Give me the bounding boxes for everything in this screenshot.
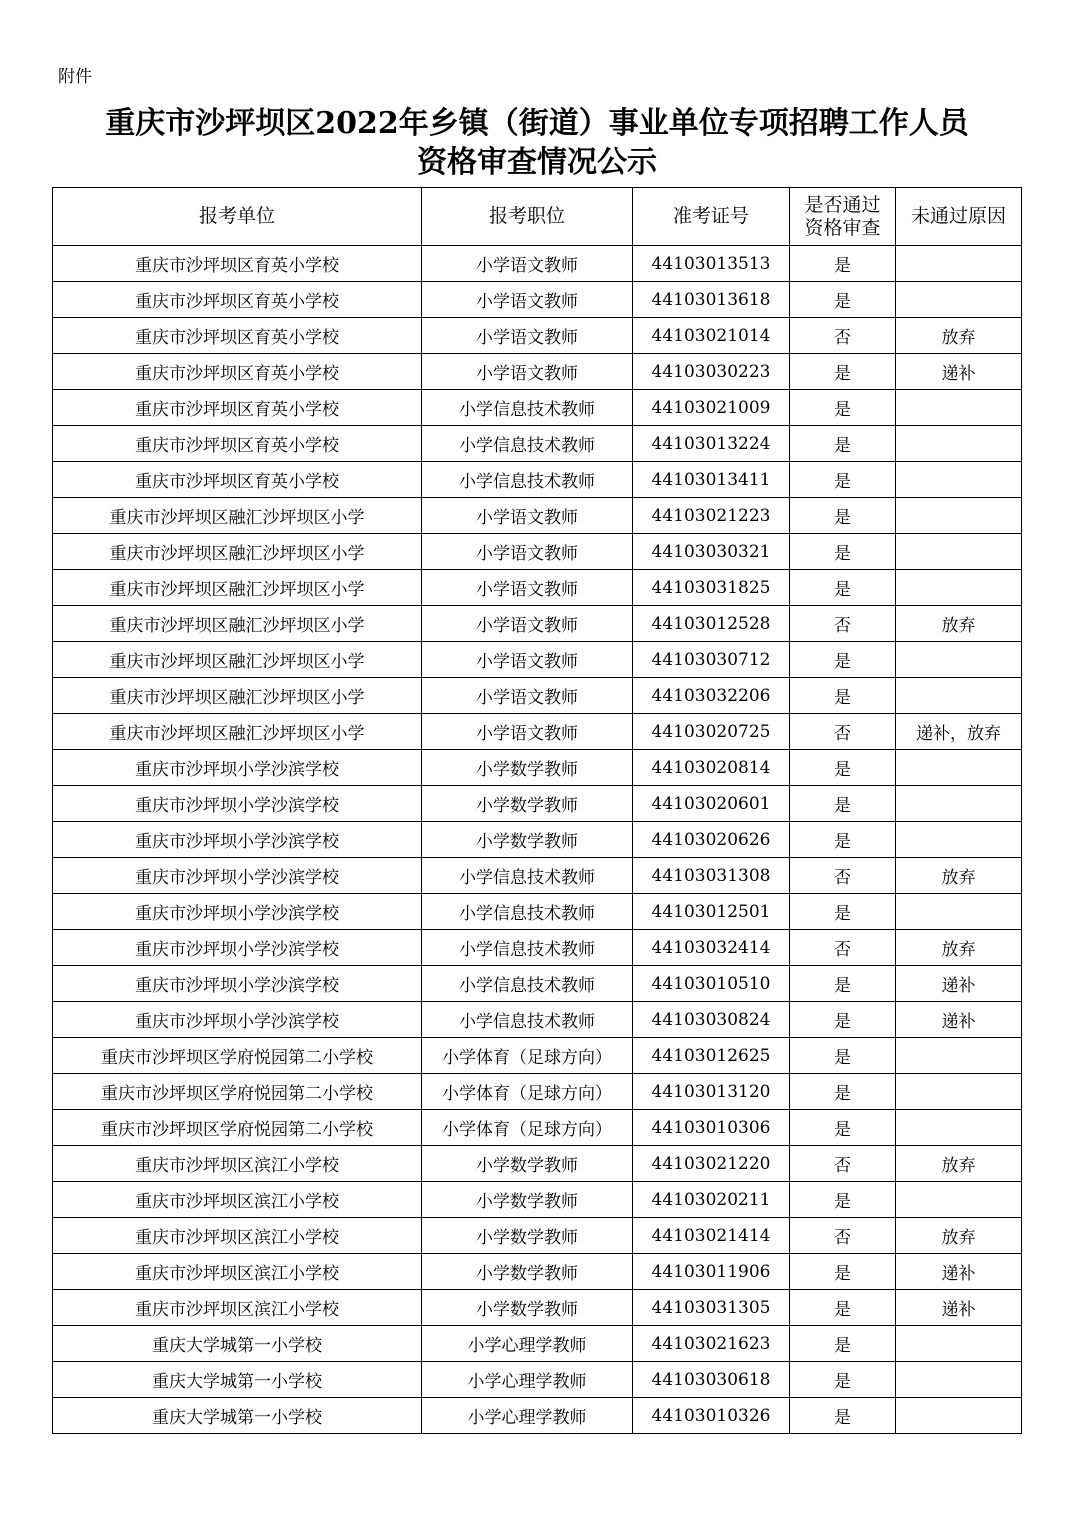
cell-position: 小学体育（足球方向） [422, 1038, 633, 1074]
cell-reason: 递补 [896, 1290, 1022, 1326]
attachment-label: 附件 [58, 67, 92, 87]
cell-position: 小学信息技术教师 [422, 894, 633, 930]
table-row [53, 462, 1022, 498]
cell-exam-number: 44103031305 [633, 1290, 790, 1326]
cell-unit: 重庆市沙坪坝区滨江小学校 [53, 1182, 422, 1218]
cell-exam-number: 44103021223 [633, 498, 790, 534]
table-row [53, 246, 1022, 282]
cell-passed: 是 [790, 1182, 896, 1218]
cell-reason [896, 1074, 1022, 1110]
title-line-1: 重庆市沙坪坝区2022年乡镇（街道）事业单位专项招聘工作人员 [105, 106, 969, 141]
cell-position: 小学数学教师 [422, 1146, 633, 1182]
table-row [53, 1326, 1022, 1362]
cell-unit: 重庆大学城第一小学校 [53, 1326, 422, 1362]
cell-passed: 是 [790, 1254, 896, 1290]
cell-position: 小学数学教师 [422, 1254, 633, 1290]
cell-position: 小学语文教师 [422, 246, 633, 282]
table-row [53, 1362, 1022, 1398]
cell-passed: 是 [790, 894, 896, 930]
cell-passed: 是 [790, 1002, 896, 1038]
cell-unit: 重庆市沙坪坝区滨江小学校 [53, 1218, 422, 1254]
cell-reason: 放弃 [896, 318, 1022, 354]
cell-reason [896, 1362, 1022, 1398]
cell-position: 小学信息技术教师 [422, 930, 633, 966]
cell-position: 小学信息技术教师 [422, 426, 633, 462]
table-row [53, 1074, 1022, 1110]
cell-exam-number: 44103013411 [633, 462, 790, 498]
cell-unit: 重庆市沙坪坝区育英小学校 [53, 390, 422, 426]
cell-unit: 重庆市沙坪坝区育英小学校 [53, 318, 422, 354]
cell-position: 小学数学教师 [422, 750, 633, 786]
cell-unit: 重庆市沙坪坝小学沙滨学校 [53, 786, 422, 822]
cell-passed: 是 [790, 966, 896, 1002]
cell-exam-number: 44103030712 [633, 642, 790, 678]
cell-unit: 重庆市沙坪坝区滨江小学校 [53, 1254, 422, 1290]
cell-exam-number: 44103021623 [633, 1326, 790, 1362]
cell-reason: 放弃 [896, 930, 1022, 966]
cell-position: 小学信息技术教师 [422, 390, 633, 426]
cell-reason [896, 786, 1022, 822]
cell-reason [896, 246, 1022, 282]
header-unit: 报考单位 [53, 188, 422, 246]
cell-position: 小学数学教师 [422, 1290, 633, 1326]
cell-exam-number: 44103010306 [633, 1110, 790, 1146]
cell-exam-number: 44103013513 [633, 246, 790, 282]
cell-exam-number: 44103012528 [633, 606, 790, 642]
cell-position: 小学信息技术教师 [422, 1002, 633, 1038]
cell-exam-number: 44103031825 [633, 570, 790, 606]
cell-reason: 递补 [896, 1002, 1022, 1038]
table-row [53, 1110, 1022, 1146]
cell-passed: 是 [790, 642, 896, 678]
cell-unit: 重庆市沙坪坝区融汇沙坪坝区小学 [53, 606, 422, 642]
table-row [53, 390, 1022, 426]
cell-reason [896, 534, 1022, 570]
cell-unit: 重庆市沙坪坝区融汇沙坪坝区小学 [53, 714, 422, 750]
cell-position: 小学数学教师 [422, 786, 633, 822]
document-title [0, 104, 1074, 182]
cell-exam-number: 44103021014 [633, 318, 790, 354]
cell-passed: 是 [790, 1110, 896, 1146]
table-row [53, 1146, 1022, 1182]
cell-exam-number: 44103020725 [633, 714, 790, 750]
cell-reason [896, 1398, 1022, 1434]
cell-position: 小学信息技术教师 [422, 966, 633, 1002]
cell-reason [896, 822, 1022, 858]
cell-exam-number: 44103010326 [633, 1398, 790, 1434]
table-row [53, 642, 1022, 678]
cell-reason [896, 678, 1022, 714]
cell-unit: 重庆市沙坪坝区融汇沙坪坝区小学 [53, 570, 422, 606]
cell-exam-number: 44103020601 [633, 786, 790, 822]
cell-passed: 是 [790, 426, 896, 462]
cell-unit: 重庆市沙坪坝区育英小学校 [53, 426, 422, 462]
cell-unit: 重庆市沙坪坝区育英小学校 [53, 282, 422, 318]
cell-exam-number: 44103021009 [633, 390, 790, 426]
cell-passed: 是 [790, 462, 896, 498]
table-row [53, 282, 1022, 318]
cell-exam-number: 44103012501 [633, 894, 790, 930]
table-row [53, 1218, 1022, 1254]
cell-passed: 否 [790, 1218, 896, 1254]
cell-exam-number: 44103020814 [633, 750, 790, 786]
cell-reason: 递补 [896, 1254, 1022, 1290]
cell-exam-number: 44103010510 [633, 966, 790, 1002]
cell-unit: 重庆市沙坪坝小学沙滨学校 [53, 750, 422, 786]
cell-position: 小学数学教师 [422, 1182, 633, 1218]
header-exam-number: 准考证号 [633, 188, 790, 246]
cell-passed: 是 [790, 822, 896, 858]
cell-position: 小学体育（足球方向） [422, 1074, 633, 1110]
cell-unit: 重庆大学城第一小学校 [53, 1362, 422, 1398]
cell-passed: 否 [790, 714, 896, 750]
cell-passed: 是 [790, 1362, 896, 1398]
cell-unit: 重庆市沙坪坝小学沙滨学校 [53, 858, 422, 894]
cell-position: 小学语文教师 [422, 318, 633, 354]
cell-reason: 递补 [896, 354, 1022, 390]
cell-reason: 放弃 [896, 858, 1022, 894]
table-row [53, 930, 1022, 966]
cell-passed: 是 [790, 390, 896, 426]
cell-reason: 放弃 [896, 606, 1022, 642]
cell-passed: 是 [790, 1398, 896, 1434]
cell-unit: 重庆市沙坪坝区滨江小学校 [53, 1146, 422, 1182]
cell-passed: 否 [790, 930, 896, 966]
cell-exam-number: 44103032414 [633, 930, 790, 966]
cell-exam-number: 44103013224 [633, 426, 790, 462]
cell-passed: 是 [790, 570, 896, 606]
cell-passed: 是 [790, 354, 896, 390]
cell-passed: 是 [790, 1326, 896, 1362]
table-row [53, 1254, 1022, 1290]
cell-exam-number: 44103030824 [633, 1002, 790, 1038]
cell-exam-number: 44103032206 [633, 678, 790, 714]
cell-reason [896, 750, 1022, 786]
cell-reason [896, 570, 1022, 606]
cell-passed: 是 [790, 534, 896, 570]
cell-unit: 重庆市沙坪坝区融汇沙坪坝区小学 [53, 642, 422, 678]
cell-position: 小学语文教师 [422, 498, 633, 534]
cell-reason [896, 894, 1022, 930]
cell-reason [896, 462, 1022, 498]
cell-unit: 重庆市沙坪坝区融汇沙坪坝区小学 [53, 678, 422, 714]
cell-passed: 否 [790, 606, 896, 642]
table-row [53, 1290, 1022, 1326]
header-position: 报考职位 [422, 188, 633, 246]
cell-exam-number: 44103021220 [633, 1146, 790, 1182]
cell-position: 小学心理学教师 [422, 1398, 633, 1434]
cell-exam-number: 44103011906 [633, 1254, 790, 1290]
table-row [53, 966, 1022, 1002]
cell-exam-number: 44103013618 [633, 282, 790, 318]
table-row [53, 822, 1022, 858]
cell-unit: 重庆市沙坪坝区学府悦园第二小学校 [53, 1110, 422, 1146]
cell-position: 小学语文教师 [422, 642, 633, 678]
cell-position: 小学语文教师 [422, 282, 633, 318]
cell-unit: 重庆大学城第一小学校 [53, 1398, 422, 1434]
cell-reason [896, 498, 1022, 534]
cell-reason [896, 1038, 1022, 1074]
table-row [53, 318, 1022, 354]
table-row [53, 714, 1022, 750]
cell-reason [896, 390, 1022, 426]
cell-unit: 重庆市沙坪坝小学沙滨学校 [53, 1002, 422, 1038]
cell-reason [896, 282, 1022, 318]
cell-position: 小学信息技术教师 [422, 462, 633, 498]
cell-position: 小学语文教师 [422, 354, 633, 390]
table-row [53, 678, 1022, 714]
cell-position: 小学语文教师 [422, 534, 633, 570]
cell-reason: 递补，放弃 [896, 714, 1022, 750]
cell-exam-number: 44103021414 [633, 1218, 790, 1254]
cell-position: 小学信息技术教师 [422, 858, 633, 894]
cell-passed: 是 [790, 498, 896, 534]
header-reason: 未通过原因 [896, 188, 1022, 246]
cell-position: 小学体育（足球方向） [422, 1110, 633, 1146]
cell-exam-number: 44103012625 [633, 1038, 790, 1074]
cell-unit: 重庆市沙坪坝区学府悦园第二小学校 [53, 1038, 422, 1074]
cell-unit: 重庆市沙坪坝小学沙滨学校 [53, 966, 422, 1002]
cell-passed: 是 [790, 1290, 896, 1326]
table-row [53, 1398, 1022, 1434]
cell-reason [896, 1326, 1022, 1362]
cell-passed: 否 [790, 1146, 896, 1182]
title-line-2: 资格审查情况公示 [417, 145, 657, 180]
cell-reason [896, 426, 1022, 462]
cell-exam-number: 44103013120 [633, 1074, 790, 1110]
qualification-review-table [52, 187, 1022, 1434]
cell-exam-number: 44103030223 [633, 354, 790, 390]
cell-passed: 否 [790, 318, 896, 354]
cell-position: 小学语文教师 [422, 606, 633, 642]
cell-reason: 递补 [896, 966, 1022, 1002]
cell-position: 小学语文教师 [422, 714, 633, 750]
table-row [53, 570, 1022, 606]
cell-reason: 放弃 [896, 1218, 1022, 1254]
cell-position: 小学语文教师 [422, 570, 633, 606]
cell-passed: 是 [790, 246, 896, 282]
cell-position: 小学语文教师 [422, 678, 633, 714]
cell-position: 小学数学教师 [422, 822, 633, 858]
cell-position: 小学心理学教师 [422, 1326, 633, 1362]
cell-passed: 是 [790, 678, 896, 714]
table-row [53, 1038, 1022, 1074]
cell-exam-number: 44103030618 [633, 1362, 790, 1398]
cell-passed: 是 [790, 1038, 896, 1074]
table-row [53, 606, 1022, 642]
cell-passed: 否 [790, 858, 896, 894]
cell-exam-number: 44103030321 [633, 534, 790, 570]
table-row [53, 894, 1022, 930]
table-row [53, 750, 1022, 786]
cell-unit: 重庆市沙坪坝区融汇沙坪坝区小学 [53, 498, 422, 534]
cell-reason [896, 1182, 1022, 1218]
cell-exam-number: 44103020626 [633, 822, 790, 858]
table-header-row [53, 188, 1022, 246]
table-row [53, 1002, 1022, 1038]
cell-unit: 重庆市沙坪坝小学沙滨学校 [53, 822, 422, 858]
table-row [53, 354, 1022, 390]
cell-reason [896, 642, 1022, 678]
cell-position: 小学心理学教师 [422, 1362, 633, 1398]
table-row [53, 858, 1022, 894]
cell-unit: 重庆市沙坪坝区滨江小学校 [53, 1290, 422, 1326]
header-passed: 是否通过资格审查 [790, 188, 896, 246]
cell-position: 小学数学教师 [422, 1218, 633, 1254]
cell-unit: 重庆市沙坪坝区学府悦园第二小学校 [53, 1074, 422, 1110]
table-row [53, 1182, 1022, 1218]
table-row [53, 498, 1022, 534]
cell-passed: 是 [790, 282, 896, 318]
table-row [53, 426, 1022, 462]
cell-unit: 重庆市沙坪坝区育英小学校 [53, 246, 422, 282]
cell-reason: 放弃 [896, 1146, 1022, 1182]
cell-reason [896, 1110, 1022, 1146]
cell-unit: 重庆市沙坪坝区融汇沙坪坝区小学 [53, 534, 422, 570]
cell-passed: 是 [790, 1074, 896, 1110]
cell-unit: 重庆市沙坪坝小学沙滨学校 [53, 894, 422, 930]
table-row [53, 786, 1022, 822]
table-row [53, 534, 1022, 570]
cell-passed: 是 [790, 786, 896, 822]
cell-unit: 重庆市沙坪坝区育英小学校 [53, 462, 422, 498]
cell-unit: 重庆市沙坪坝区育英小学校 [53, 354, 422, 390]
cell-exam-number: 44103031308 [633, 858, 790, 894]
cell-exam-number: 44103020211 [633, 1182, 790, 1218]
cell-unit: 重庆市沙坪坝小学沙滨学校 [53, 930, 422, 966]
cell-passed: 是 [790, 750, 896, 786]
